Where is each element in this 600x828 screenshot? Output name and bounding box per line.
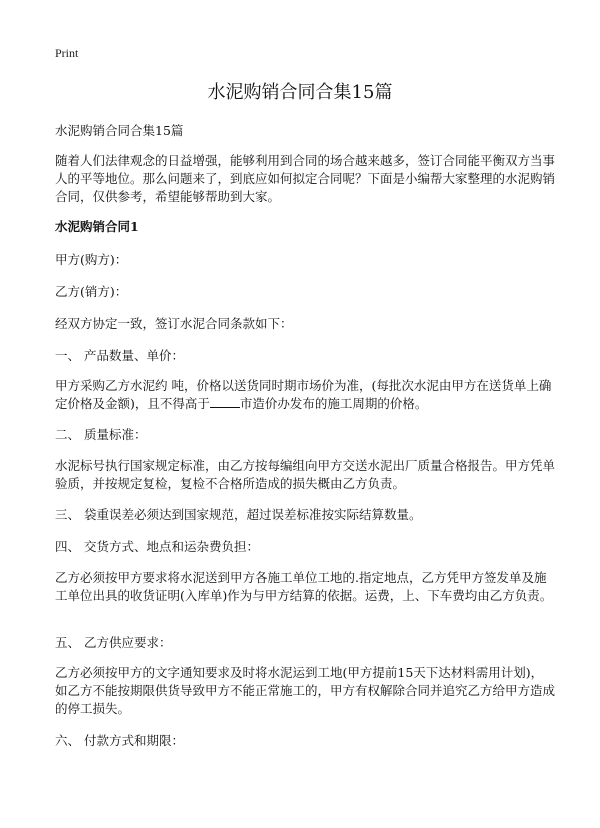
intro-paragraph: 随着人们法律观念的日益增强，能够利用到合同的场合越来越多，签订合同能平衡双方当事人的平等地位。那么问题来了，到底应如何拟定合同呢？下面是小编帮大家整理的水泥购销合同，仅供参考，希望能够帮助到大家。 [55,153,556,204]
document-title: 水泥购销合同合集15篇 [207,82,393,103]
section-1-body-part2: 市造价办发布的施工周期的价格。 [239,396,428,411]
section-2-heading: 二、 质量标准： [55,427,147,442]
section-5-heading: 五、 乙方供应要求： [55,635,172,650]
section-3-heading: 三、 袋重误差必须达到国家规范，超过误差标准按实际结算数量。 [55,507,422,522]
section-5-body: 乙方必须按甲方的文字通知要求及时将水泥运到工地(甲方提前15天下达材料需用计划)，如乙方不能按期限供货导致甲方不能正常施工的，甲方有权解除合同并追究乙方给甲方造成的停工损失。 [55,665,556,716]
party-b-line: 乙方(销方)： [55,284,128,299]
section-1-heading: 一、 产品数量、单价： [55,348,184,363]
document-subtitle: 水泥购销合同合集15篇 [55,123,184,138]
agreement-line: 经双方协定一致，签订水泥合同条款如下： [55,316,293,331]
section-2-body: 水泥标号执行国家规定标准，由乙方按每编组向甲方交送水泥出厂质量合格报告。甲方凭单验质，并按规定复检，复检不合格所造成的损失概由乙方负责。 [55,458,556,491]
contract-heading: 水泥购销合同1 [55,219,139,234]
print-label[interactable]: Print [55,46,79,60]
blank-underline [210,395,240,408]
section-6-heading: 六、 付款方式和期限： [55,733,184,748]
section-1-body-part1: 甲方采购乙方水泥约 吨，价格以送货同时期市场价为准，(每批次水泥由甲方在送货单上确定价格及金额)，且不得高于 [55,378,552,411]
section-4-heading: 四、 交货方式、地点和运杂费负担： [55,539,259,554]
section-4-body: 乙方必须按甲方要求将水泥送到甲方各施工单位工地的.指定地点，乙方凭甲方签发单及施工单位出具的收货证明(入库单)作为与甲方结算的依据。运费，上、下车费均由乙方负责。 [55,570,553,603]
section-1-body [55,377,555,413]
party-a-line: 甲方(购方)： [55,252,128,267]
